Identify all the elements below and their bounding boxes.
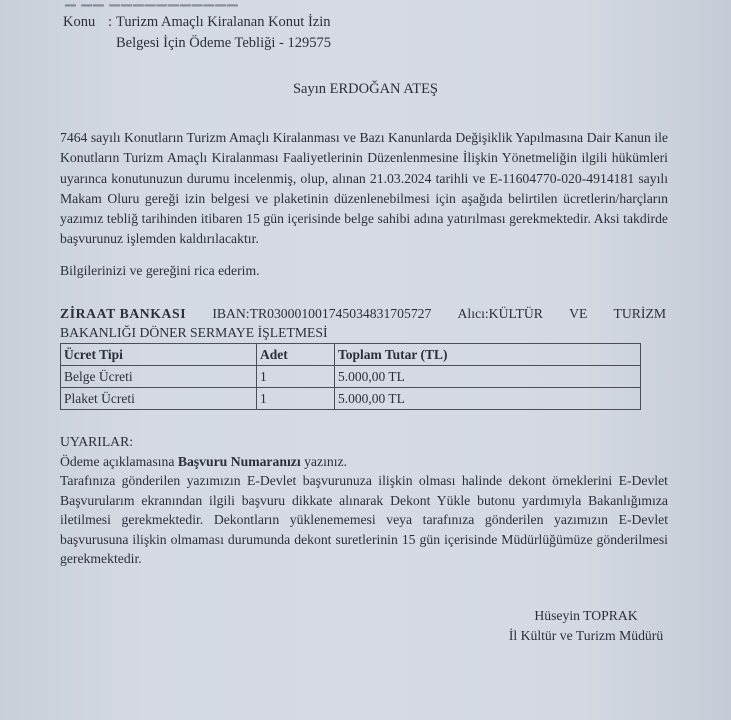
warnings-title: UYARILAR:: [60, 434, 134, 449]
cell-total: 5.000,00 TL: [335, 388, 641, 410]
bank-name: ZİRAAT BANKASI: [60, 306, 187, 321]
signatory-name: Hüseyin TOPRAK: [534, 608, 638, 623]
recipient-word-3: TURİZM: [613, 306, 666, 321]
warnings-line-1: [60, 452, 668, 472]
application-number-emphasis: Başvuru Numaranızı: [177, 453, 301, 469]
signatory-title: İl Kültür ve Turizm Müdürü: [508, 627, 664, 643]
table-row: [61, 366, 641, 388]
warnings-section: [60, 432, 668, 569]
subject-block: [63, 12, 331, 54]
fee-table: [60, 343, 641, 410]
salutation: Sayın ERDOĞAN ATEŞ: [292, 81, 438, 97]
table-header-row: [61, 344, 641, 366]
warnings-paragraph: Tarafınıza gönderilen yazımızın E-Devlet başvurunuza ilişkin olması halinde dekont örneklerini E-Devlet Başvurularım ekranından ilgili başvuru dikkate alınarak Dekont Yükle butonu yardımıyla Bakanlığımıza iletilmesi gerekmektedir. Dekontların yüklenememesi veya tarafınıza gönderilen yazımızın E-Devlet başvurusuna ilişkin olmaması durumunda dekont suretlerinin 15 gün içerisinde Müdürlüğümüze gönderilmesi gerekmektedir.: [60, 473, 668, 566]
recipient-word-2: VE: [569, 306, 588, 321]
cell-fee-type: Belge Ücreti: [61, 366, 257, 388]
iban: IBAN:TR030001001745034831705727: [212, 306, 432, 321]
subject-line-2: Belgesi İçin Ödeme Tebliği - 129575: [116, 35, 331, 51]
cell-quantity: 1: [257, 388, 335, 410]
body-paragraph: 7464 sayılı Konutların Turizm Amaçlı Kiralanması ve Bazı Kanunlarda Değişiklik Yapılmasına Dair Kanun ile Konutların Turizm Amaçlı Kiralanması Faaliyetlerinin Düzenlenmesine İlişkin Yönetmeliğin ilgili hükümleri uyarınca konutunuzun durumu incelenmiş, olup, alınan 21.03.2024 tarihli ve E-11604770-020-4914181 sayılı Makam Oluru gereği izin belgesi ve plaketinin düzenlenebilmesi için aşağıda belirtilen ücretlerin/harçların yazımız tebliğ tarihinden itibaren 15 gün içerisinde belge sahibi adına yatırılması gerekmektedir. Aksi takdirde başvurunuz işlemden kaldırılacaktır.: [60, 130, 668, 247]
recipient-label: Alıcı:KÜLTÜR: [457, 306, 543, 321]
recipient-line-2: BAKANLIĞI DÖNER SERMAYE İŞLETMESİ: [60, 325, 328, 340]
subject-separator: :: [108, 14, 113, 30]
cell-total: 5.000,00 TL: [335, 366, 641, 388]
header-total: Toplam Tutar (TL): [335, 344, 641, 366]
cell-quantity: 1: [257, 366, 335, 388]
closing-regards: Bilgilerinizi ve gereğini rica ederim.: [60, 263, 260, 278]
subject-line-1: Turizm Amaçlı Kiralanan Konut İzin: [116, 14, 331, 30]
header-fee-type: Ücret Tipi: [61, 344, 257, 366]
table-row: [61, 388, 641, 410]
subject-label: Konu: [63, 14, 96, 30]
signature-block: [504, 606, 668, 645]
warnings-line-1-post: yazınız.: [300, 453, 348, 469]
cell-fee-type: Plaket Ücreti: [61, 388, 257, 410]
warnings-line-1-pre: Ödeme açıklamasına: [60, 453, 178, 469]
bank-info: [60, 304, 666, 342]
header-quantity: Adet: [257, 344, 335, 366]
clipped-top-line: [65, 0, 239, 8]
